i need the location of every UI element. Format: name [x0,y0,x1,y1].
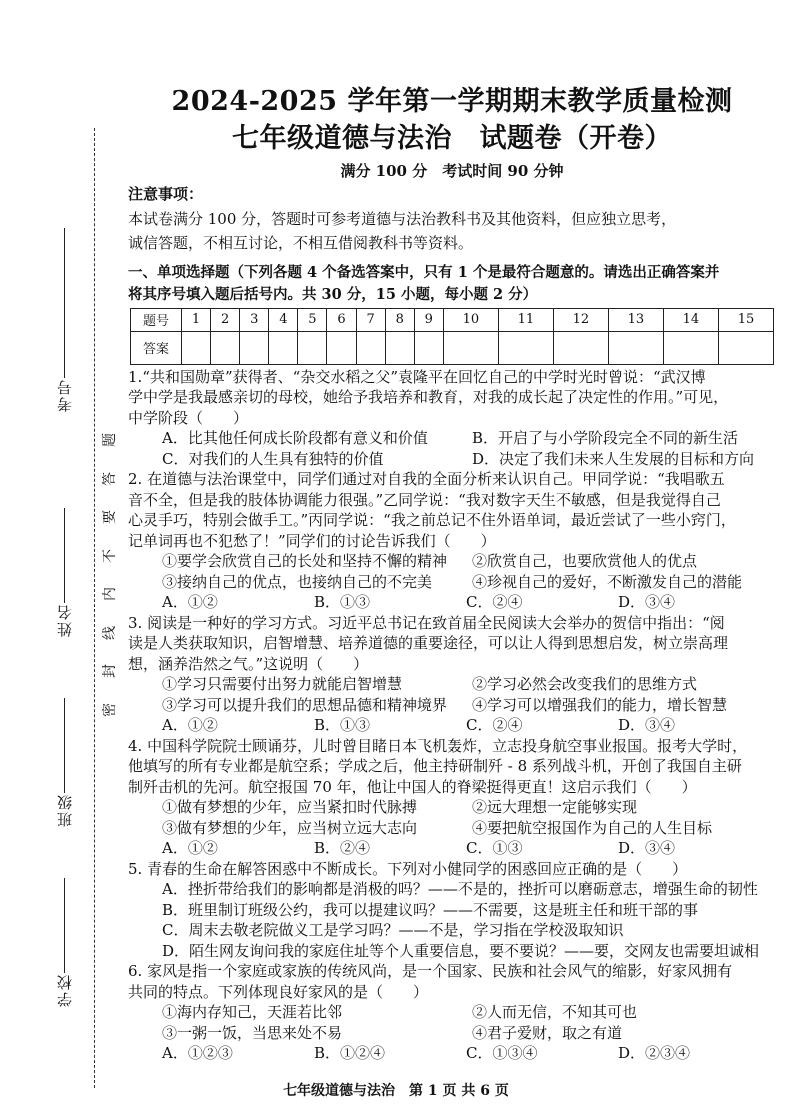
exam-meta: 满分 100 分 考试时间 90 分钟 [340,162,564,180]
notice-line: 诚信答题，不相互讨论，不相互借阅教科书等资料。 [128,234,474,252]
question-number: 1 [182,308,211,331]
answer-cell[interactable] [240,331,269,364]
question-stem-line: 共同的特点。下列体现良好家风的是（ ） [128,982,429,1001]
question-stem-line: 读是人类获取知识，启智增慧、培养道德的重要途径，可以让人得到思想启发，树立崇高理 [128,634,729,652]
statement-1: ①做有梦想的少年，应当紧扣时代脉搏 [162,798,418,816]
statement-2: ②欣赏自己，也要欣赏他人的优点 [472,552,698,570]
option-c[interactable]: C．对我们的人生具有独特的价值 [162,449,384,468]
school-field[interactable] [54,870,75,1007]
option-c[interactable]: C．②④ [466,716,523,734]
option-c[interactable]: C．①③④ [466,1044,538,1062]
answer-table-answer-head: 答案 [131,331,182,364]
answer-cell[interactable] [718,331,773,364]
seal-char: 题 [102,433,118,447]
option-a[interactable]: A．①② [162,716,218,734]
answer-cell[interactable] [182,331,211,364]
class-label: 班级 [56,793,74,827]
option-d[interactable]: D．③④ [618,716,676,734]
question-number: 12 [553,308,608,331]
seal-dashed-line [94,128,95,1088]
statement-4: ④君子爱财，取之有道 [472,1023,623,1042]
question-number: 7 [356,308,385,331]
option-b[interactable]: B．①③ [314,716,371,734]
question-number: 3 [240,308,269,331]
question-number: 10 [443,308,498,331]
seal-char: 线 [102,625,118,640]
option-c[interactable]: C．①③ [466,839,523,857]
school-label: 学校 [56,973,74,1007]
question-stem-line: 6. 家风是指一个家庭或家族的传统风尚，是一个国家、民族和社会风气的缩影，好家风拥有 [128,962,733,980]
answer-cell[interactable] [498,331,553,364]
question-stem-line: 2. 在道德与法治课堂中，同学们通过对自我的全面分析来认识自己。甲同学说：“我唱歌五 [128,470,725,488]
question-number: 6 [327,308,356,331]
option-a[interactable]: A．①②③ [162,1044,233,1062]
option-d[interactable]: D．②③④ [618,1044,691,1062]
question-stem-line: 4. 中国科学院院士顾诵芬，儿时曾目睹日本飞机轰炸，立志投身航空事业报国。报考大学时， [128,736,748,755]
question-number: 4 [269,308,298,331]
notice-line: 本试卷满分 100 分，答题时可参考道德与法治教科书及其他资料，但应独立思考， [128,209,677,228]
option-c[interactable]: C．周末去敬老院做义工是学习吗？——不是，学习指在学校汲取知识 [162,921,624,939]
statement-4: ④要把航空报国作为自己的人生目标 [472,818,713,837]
statement-1: ①海内存知己，天涯若比邻 [162,1003,343,1021]
question-number: 2 [211,308,240,331]
statement-1: ①学习只需要付出努力就能启智增慧 [162,675,403,693]
option-a[interactable]: A．比其他任何成长阶段都有意义和价值 [162,429,428,447]
question-stem-line: 记单词再也不犯愁了！”同学们的讨论告诉我们（ ） [128,531,496,550]
option-b[interactable]: B．班里制订班级公约，我可以提建议吗？——不需要，这是班主任和班干部的事 [162,900,699,919]
question-5 [128,859,776,962]
answer-cell[interactable] [269,331,298,364]
seal-char: 封 [102,664,118,679]
seal-char: 要 [102,510,118,525]
option-a[interactable]: A．挫折带给我们的影响都是消极的吗？——不是的，挫折可以磨砺意志，增强生命的韧性 [162,880,758,898]
name-label: 姓名 [56,603,74,637]
section-heading [128,262,776,306]
name-blank-line [64,508,65,603]
name-field[interactable] [54,500,75,637]
seal-char: 密 [102,702,118,717]
seal-char: 答 [102,471,118,486]
option-c[interactable]: C．②④ [466,593,523,611]
answer-cell[interactable] [553,331,608,364]
page-footer: 七年级道德与法治 第 1 页 共 6 页 [283,1083,509,1099]
option-a[interactable]: A．①② [162,593,218,611]
question-number: 8 [385,308,414,331]
answer-cell[interactable] [414,331,443,364]
exam-number-blank-line [64,228,65,378]
statement-3: ③学习可以提升我们的思想品德和精神境界 [162,695,448,714]
section-heading-line: 将其序号填入题后括号内。共 30 分，15 小题，每小题 2 分） [128,285,538,303]
question-2 [128,469,776,613]
seal-char: 不 [102,548,118,563]
exam-page [128,84,776,1064]
question-number: 15 [718,308,773,331]
seal-char: 内 [102,587,118,602]
option-a[interactable]: A．①② [162,839,218,857]
exam-number-label: 考号 [56,378,74,412]
answer-cell[interactable] [443,331,498,364]
class-field[interactable] [54,690,75,827]
statement-3: ③一粥一饭，当思来处不易 [162,1023,343,1042]
notice-title: 注意事项： [128,185,204,203]
question-stem-line: 学中学是我最感亲切的母校，她给予我培养和教育，对我的成长起了决定性的作用。”可见， [128,388,729,406]
answer-cell[interactable] [327,331,356,364]
binding-margin [0,0,120,1120]
question-number: 13 [608,308,663,331]
question-number: 5 [298,308,327,331]
option-b[interactable]: B．②④ [314,839,371,857]
statement-2: ②远大理想一定能够实现 [472,798,638,816]
exam-title: 2024-2025 学年第一学期期末教学质量检测 [171,86,733,117]
option-b[interactable]: B．开启了与小学阶段完全不同的新生活 [472,429,739,447]
answer-cell[interactable] [663,331,718,364]
statement-1: ①要学会欣赏自己的长处和坚持不懈的精神 [162,552,448,570]
question-6 [128,961,776,1064]
option-d[interactable]: D．决定了我们未来人生发展的目标和方向 [472,449,755,468]
question-stem-line: 音不全，但是我的肢体协调能力很强。”乙同学说：“我对数字天生不敏感，但是我觉得自己 [128,490,721,509]
question-stem-line: 想，涵养浩然之气。”这说明（ ） [128,654,369,673]
exam-number-field[interactable] [54,220,75,412]
statement-4: ④珍视自己的爱好，不断激发自己的潜能 [472,572,743,591]
option-d[interactable]: D．③④ [618,593,676,611]
option-b[interactable]: B．①③ [314,593,371,611]
section-heading-line: 一、单项选择题（下列各题 4 个备选答案中，只有 1 个是最符合题意的。请选出正确答案并 [128,263,720,281]
exam-subtitle: 七年级道德与法治 试题卷（开卷） [232,123,672,154]
option-b[interactable]: B．①②④ [314,1044,386,1062]
question-stem-line: 制歼击机的先河。航空报国 70 年，他让中国人的脊梁挺得更直！这启示我们（ ） [128,777,697,796]
answer-cell[interactable] [608,331,663,364]
answer-cell[interactable] [211,331,240,364]
question-stem-line: 1.“共和国勋章”获得者、“杂交水稻之父”袁隆平在回忆自己的中学时光时曾说：“武汉博 [128,367,706,386]
answer-table-number-head: 题号 [131,308,182,331]
question-stem-line: 5. 青春的生命在解答困惑中不断成长。下列对小健同学的困惑回应正确的是（ ） [128,859,688,878]
question-stem-line: 3. 阅读是一种好的学习方式。习近平总书记在致首届全民阅读大会举办的贺信中指出：“阅 [128,613,725,632]
question-stem-line: 心灵手巧，特别会做手工。”丙同学说：“我之前总记不住外语单词，最近尝试了一些小窍门， [128,511,736,529]
answer-cell[interactable] [356,331,385,364]
question-number: 14 [663,308,718,331]
statement-3: ③做有梦想的少年，应当树立远大志向 [162,818,418,837]
seal-warning [100,430,118,720]
question-number: 9 [414,308,443,331]
answer-cell[interactable] [298,331,327,364]
question-stem-line: 他填写的所有专业都是航空系；学成之后，他主持研制歼 - 8 系列战斗机，开创了我国自主研 [128,757,742,775]
answer-cell[interactable] [385,331,414,364]
statement-4: ④学习可以增强我们的能力，增长智慧 [472,695,728,714]
statement-3: ③接纳自己的优点，也接纳自己的不完美 [162,572,433,591]
answer-table [130,308,774,365]
statement-2: ②学习必然会改变我们的思维方式 [472,675,698,693]
question-stem-line: 中学阶段（ ） [128,408,249,427]
option-d[interactable]: D．陌生网友询问我的家庭住址等个人重要信息，要不要说？——要，交网友也需要坦诚相 [162,941,760,960]
question-1 [128,367,776,470]
question-number: 11 [498,308,553,331]
question-3 [128,613,776,736]
statement-2: ②人而无信，不知其可也 [472,1003,638,1021]
school-blank-line [64,878,65,973]
option-d[interactable]: D．③④ [618,839,676,857]
question-4 [128,736,776,859]
class-blank-line [64,698,65,793]
